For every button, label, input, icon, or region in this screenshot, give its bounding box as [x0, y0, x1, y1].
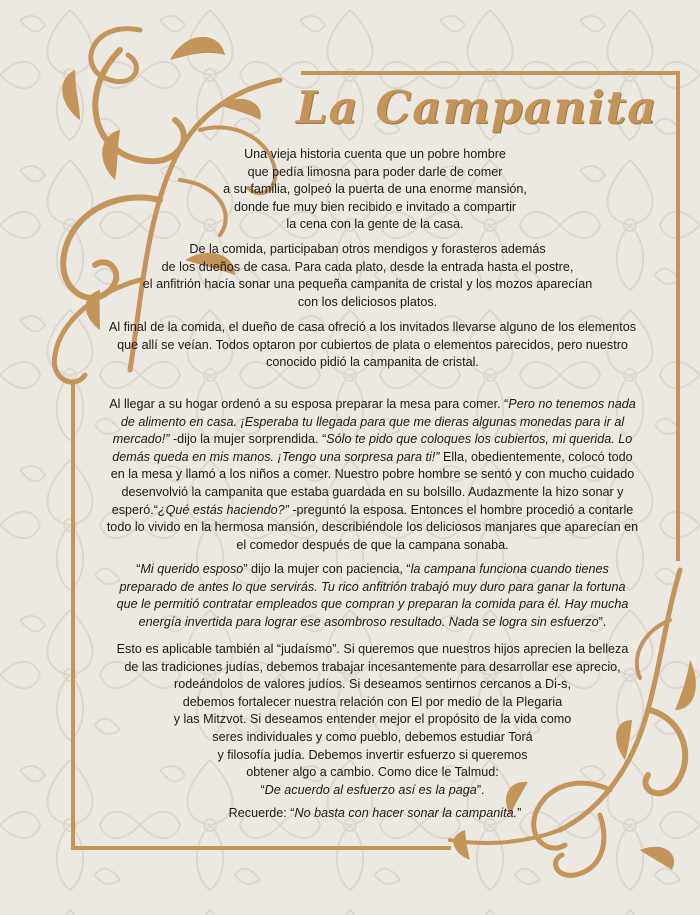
- text-segment: ”.: [598, 614, 607, 629]
- text-line: [100, 764, 645, 782]
- page-title: La Campanita: [296, 81, 658, 134]
- text-line: [100, 319, 645, 337]
- text-segment: seres individuales y como pueblo, debemos estudiar Torá: [212, 729, 533, 744]
- text-line: [100, 466, 645, 484]
- text-segment: “: [136, 562, 141, 576]
- paragraph-closing: [150, 805, 600, 823]
- italic-text: mercado!”: [112, 432, 170, 447]
- text-segment: en la mesa y llamó a los niños a comer. Nuestro pobre hombre se sentó y con mucho cuidado: [110, 467, 635, 482]
- text-line: [100, 641, 645, 659]
- text-segment: -dijo la mujer sorprendida. “: [169, 432, 327, 447]
- text-segment: de los dueños de casa. Para cada plato, desde la entrada hasta el postre,: [161, 259, 574, 274]
- text-line: [100, 561, 645, 579]
- text-segment: donde fue muy bien recibido e invitado a compartir: [233, 199, 517, 214]
- text-line: [100, 502, 645, 520]
- italic-text: Pero no tenemos nada: [508, 397, 636, 411]
- text-segment: Al llegar a su hogar ordenó a su esposa preparar la mesa para comer. “: [109, 397, 509, 411]
- text-segment: la cena con la gente de la casa.: [286, 217, 464, 232]
- text-line: [100, 676, 645, 694]
- italic-text: Sólo te pido que coloques los cubiertos, mi querida. Lo: [326, 432, 633, 447]
- text-segment: debemos fortalecer nuestra relación con El por medio de la Plegaria: [182, 694, 563, 709]
- text-line: [120, 241, 615, 259]
- text-line: [100, 519, 645, 537]
- text-segment: esperó.“: [111, 502, 158, 517]
- italic-text: ¿Qué estás haciendo?”: [157, 502, 289, 517]
- italic-text: energía invertida para lograr ese asombroso resultado. Nada se logra sin esfuerzo: [138, 614, 599, 629]
- text-segment: obtener algo a cambio. Como dice le Talmud:: [246, 765, 499, 780]
- italic-text: De acuerdo al esfuerzo así es la paga: [264, 782, 477, 797]
- text-line: [150, 181, 600, 199]
- paragraph-wife-reply: [100, 561, 645, 631]
- text-line: [100, 414, 645, 432]
- text-line: [100, 614, 645, 632]
- text-line: [100, 711, 645, 729]
- text-line: [100, 747, 645, 765]
- text-line: [100, 659, 645, 677]
- text-line: [150, 199, 600, 217]
- italic-text: la campana funciona cuando tienes: [410, 562, 609, 576]
- text-line: [100, 337, 645, 355]
- text-segment: y filosofía judía. Debemos invertir esfuerzo si queremos: [217, 747, 528, 762]
- text-line: [150, 216, 600, 234]
- text-segment: a su familia, golpeó la puerta de una enorme mansión,: [223, 182, 527, 197]
- text-line: [100, 579, 645, 597]
- text-segment: todo lo vivido en la hermosa mansión, describiéndole los deliciosos manjares que aparecían en: [106, 520, 639, 535]
- text-segment: Al final de la comida, el dueño de casa ofreció a los invitados llevarse alguno de los elementos: [108, 320, 637, 334]
- frame-right-line: [676, 71, 680, 561]
- text-line: [100, 729, 645, 747]
- frame-left-line: [71, 380, 75, 850]
- text-line: [100, 596, 645, 614]
- text-segment: de las tradiciones judías, debemos trabajar incesantemente para desarrollar ese aprecio,: [124, 659, 621, 674]
- text-segment: que pedía limosna para poder darle de comer: [247, 164, 503, 179]
- text-line: [150, 805, 600, 823]
- italic-text: preparado de antes lo que servirás. Tu rico anfitrión trabajó muy duro para ganar la fortuna: [119, 579, 626, 594]
- text-line: [150, 164, 600, 182]
- paragraph-home: [100, 396, 645, 554]
- text-segment: ”.: [476, 782, 485, 797]
- text-segment: -preguntó la esposa. Entonces el hombre procedió a contarle: [288, 502, 634, 517]
- text-segment: ” dijo la mujer con paciencia, “: [243, 562, 411, 576]
- text-segment: Una vieja historia cuenta que un pobre hombre: [244, 147, 506, 161]
- text-segment: rodeándolos de valores judíos. Si deseamos sentirnos cercanos a Di-s,: [174, 677, 571, 692]
- paragraph-judaism: [100, 641, 645, 799]
- paragraph-banquet: [120, 241, 615, 311]
- text-line: [100, 484, 645, 502]
- text-segment: el anfitrión hacía sonar una pequeña campanita de cristal y los mozos aparecían: [142, 277, 593, 292]
- text-line: [100, 431, 645, 449]
- text-segment: conocido pidió la campanita de cristal.: [266, 355, 479, 370]
- text-segment: Recuerde: “: [228, 806, 295, 820]
- italic-text: demás queda en mis manos. ¡Tengo una sorpresa para ti!”: [112, 449, 440, 464]
- text-segment: el comedor después de que la campana sonaba.: [236, 537, 509, 552]
- text-line: [100, 354, 645, 372]
- text-segment: desenvolvió la campanita que estaba guardada en su bolsillo. Audazmente la hizo sonar y: [121, 484, 624, 499]
- text-segment: con los deliciosos platos.: [297, 294, 438, 309]
- text-line: [100, 449, 645, 467]
- text-segment: Esto es aplicable también al “judaísmo”. Si queremos que nuestros hijos aprecien la belleza: [116, 642, 629, 656]
- paragraph-gift: [100, 319, 645, 372]
- text-segment: y las Mitzvot. Si deseamos entender mejor el propósito de la vida como: [173, 712, 572, 727]
- italic-text: que le permitió contratar empleados que compran y preparan la comida para él. Hay mucha: [116, 597, 629, 612]
- paragraph-intro: [150, 146, 600, 234]
- text-line: [120, 276, 615, 294]
- text-segment: Ella, obedientemente, colocó todo: [439, 449, 633, 464]
- text-line: [100, 694, 645, 712]
- frame-top-line: [301, 71, 680, 75]
- text-segment: “: [260, 782, 265, 797]
- text-segment: De la comida, participaban otros mendigos y forasteros además: [189, 242, 546, 256]
- text-line: [100, 782, 645, 800]
- text-line: [120, 259, 615, 277]
- text-line: [100, 537, 645, 555]
- text-line: [120, 294, 615, 312]
- text-line: [100, 396, 645, 414]
- text-segment: que allí se veían. Todos optaron por cubiertos de plata o elementos parecidos, pero nuestro: [117, 337, 628, 352]
- italic-text: Mi querido esposo: [140, 562, 244, 576]
- italic-text: de alimento en casa. ¡Esperaba tu llegada para que me dieras algunas monedas para ir al: [120, 414, 625, 429]
- frame-bottom-line: [71, 846, 451, 850]
- text-segment: ”: [517, 806, 522, 820]
- text-line: [150, 146, 600, 164]
- italic-text: No basta con hacer sonar la campanita.: [294, 806, 518, 820]
